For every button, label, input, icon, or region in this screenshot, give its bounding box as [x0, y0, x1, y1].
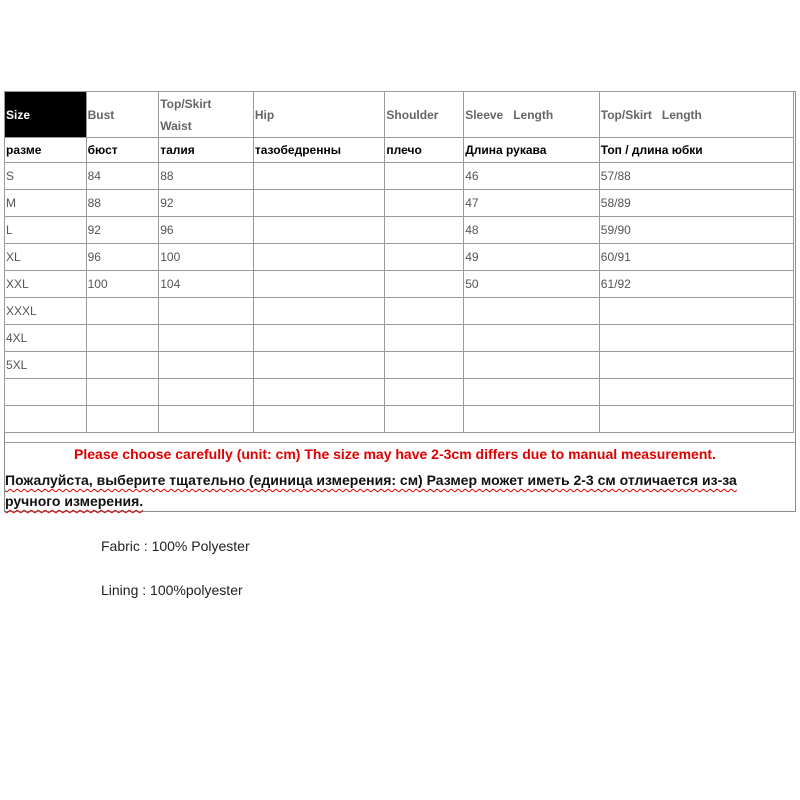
cell-top-skirt-length [599, 379, 793, 406]
cell-sleeve-length [464, 406, 600, 433]
header-waist-label: Top/Skirt Waist [160, 96, 212, 133]
cell-size [5, 379, 87, 406]
cell-shoulder [385, 163, 464, 190]
cell-shoulder [385, 406, 464, 433]
header-shoulder: Shoulder [385, 92, 464, 138]
table-row [5, 190, 794, 217]
cell-hip [253, 271, 385, 298]
cell-shoulder [385, 325, 464, 352]
cell-hip [253, 217, 385, 244]
size-table [4, 91, 794, 433]
cell-size: 5XL [5, 352, 87, 379]
cell-sleeve-length [464, 352, 600, 379]
header-waist [159, 92, 254, 138]
cell-top-skirt-length: 61/92 [599, 271, 793, 298]
cell-waist: 92 [159, 190, 254, 217]
cell-top-skirt-length [599, 406, 793, 433]
table-row [5, 325, 794, 352]
cell-size: M [5, 190, 87, 217]
size-rows [5, 163, 794, 433]
cell-top-skirt-length: 58/89 [599, 190, 793, 217]
table-row [5, 352, 794, 379]
cell-size: L [5, 217, 87, 244]
cell-sleeve-length [464, 325, 600, 352]
header-ru-size: разме [5, 138, 87, 163]
table-row [5, 271, 794, 298]
header-ru-hip: тазобедренны [253, 138, 385, 163]
table-row [5, 379, 794, 406]
cell-hip [253, 298, 385, 325]
cell-bust: 92 [86, 217, 159, 244]
cell-waist [159, 379, 254, 406]
cell-sleeve-length: 46 [464, 163, 600, 190]
cell-hip [253, 325, 385, 352]
cell-waist [159, 352, 254, 379]
cell-hip [253, 244, 385, 271]
cell-shoulder [385, 352, 464, 379]
cell-sleeve-length [464, 298, 600, 325]
cell-bust: 84 [86, 163, 159, 190]
fabric-spec: Fabric : 100% Polyester [101, 538, 250, 554]
measurement-note-russian: Пожалуйста, выберите тщательно (единица измерения: см) Размер может иметь 2-3 см отличается из-за ручного измерения. [5, 472, 737, 509]
cell-top-skirt-length: 57/88 [599, 163, 793, 190]
header-size: Size [5, 92, 87, 138]
cell-size: 4XL [5, 325, 87, 352]
cell-bust [86, 352, 159, 379]
cell-shoulder [385, 298, 464, 325]
cell-size [5, 406, 87, 433]
cell-bust [86, 406, 159, 433]
lining-spec: Lining : 100%polyester [101, 582, 243, 598]
cell-hip [253, 190, 385, 217]
header-hip: Hip [253, 92, 385, 138]
table-row [5, 406, 794, 433]
cell-waist: 96 [159, 217, 254, 244]
cell-shoulder [385, 190, 464, 217]
cell-size: S [5, 163, 87, 190]
cell-bust: 100 [86, 271, 159, 298]
header-ru-top-skirt-length: Топ / длина юбки [599, 138, 793, 163]
cell-size: XXL [5, 271, 87, 298]
cell-hip [253, 163, 385, 190]
table-row [5, 217, 794, 244]
cell-top-skirt-length: 59/90 [599, 217, 793, 244]
cell-top-skirt-length [599, 352, 793, 379]
cell-bust [86, 325, 159, 352]
cell-sleeve-length: 49 [464, 244, 600, 271]
header-top-skirt-length: Top/Skirt Length [599, 92, 793, 138]
table-row [5, 244, 794, 271]
cell-top-skirt-length: 60/91 [599, 244, 793, 271]
table-row [5, 163, 794, 190]
header-bust: Bust [86, 92, 159, 138]
cell-hip [253, 406, 385, 433]
cell-waist [159, 325, 254, 352]
cell-sleeve-length: 47 [464, 190, 600, 217]
cell-size: XL [5, 244, 87, 271]
header-ru-shoulder: плечо [385, 138, 464, 163]
table-row [5, 298, 794, 325]
measurement-note-english: Please choose carefully (unit: cm) The size may have 2-3cm differs due to manual measurement. [74, 446, 716, 462]
header-ru-bust: бюст [86, 138, 159, 163]
cell-bust [86, 379, 159, 406]
cell-waist: 88 [159, 163, 254, 190]
cell-bust: 96 [86, 244, 159, 271]
cell-hip [253, 379, 385, 406]
cell-sleeve-length: 50 [464, 271, 600, 298]
size-note [5, 442, 795, 513]
cell-bust [86, 298, 159, 325]
cell-top-skirt-length [599, 298, 793, 325]
cell-sleeve-length [464, 379, 600, 406]
cell-hip [253, 352, 385, 379]
cell-shoulder [385, 217, 464, 244]
size-chart [4, 91, 796, 512]
header-row-russian [5, 138, 794, 163]
cell-sleeve-length: 48 [464, 217, 600, 244]
header-row-english [5, 92, 794, 138]
cell-shoulder [385, 379, 464, 406]
header-ru-sleeve-length: Длина рукава [464, 138, 600, 163]
cell-bust: 88 [86, 190, 159, 217]
cell-size: XXXL [5, 298, 87, 325]
header-ru-waist: талия [159, 138, 254, 163]
cell-shoulder [385, 271, 464, 298]
cell-top-skirt-length [599, 325, 793, 352]
header-sleeve-length: Sleeve Length [464, 92, 600, 138]
cell-waist: 100 [159, 244, 254, 271]
cell-shoulder [385, 244, 464, 271]
cell-waist [159, 298, 254, 325]
cell-waist: 104 [159, 271, 254, 298]
cell-waist [159, 406, 254, 433]
